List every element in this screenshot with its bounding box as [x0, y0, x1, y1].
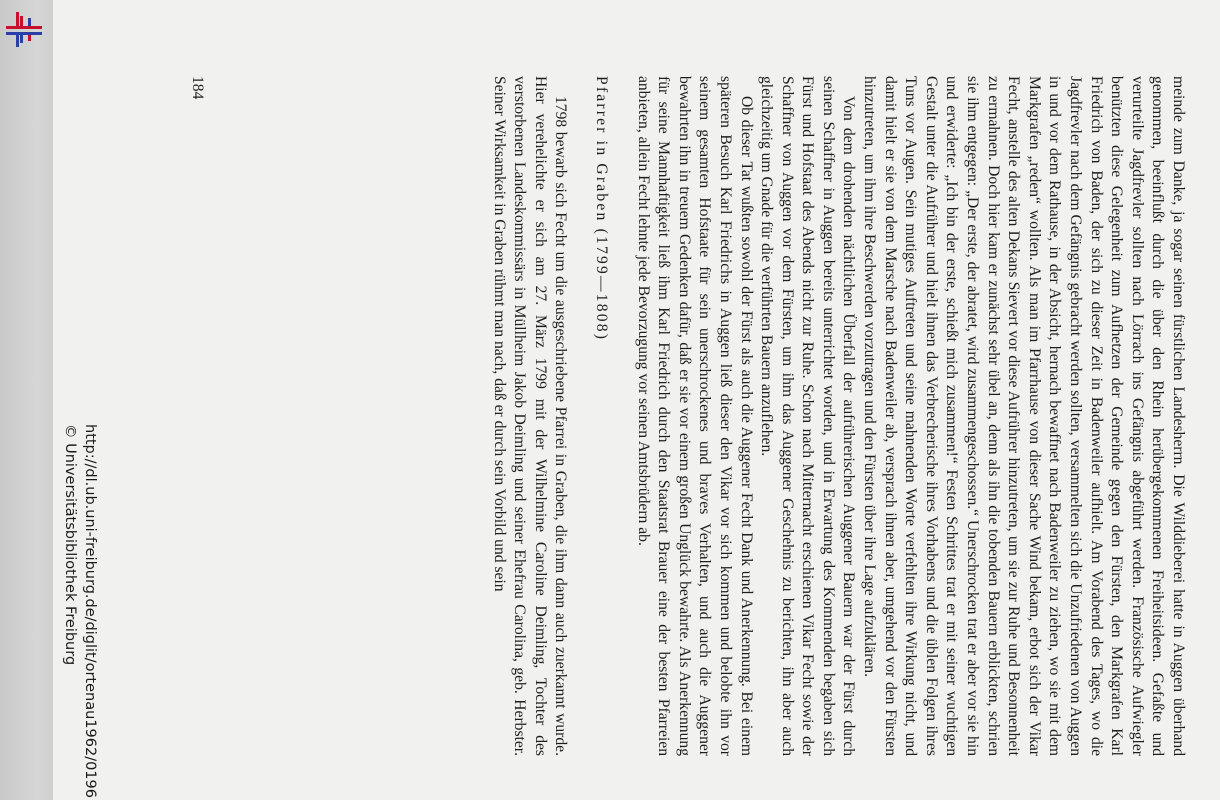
viewer-sidebar	[0, 0, 53, 800]
paragraph: Von dem drohenden nächtlichen Überfall der aufrührerischen Auggener Bauern war der Fürst durch seinen Schaffner in Auggen bereits unterrichtet worden, und in Erwartung des Kommenden begaben sich Fürst und Hofstaat des Abends nicht zur Ruhe. Schon nach Mitternacht erschienen Vikar Fecht sowie der Schaffner von Auggen vor dem Fürsten, um ihm das Auggener Geschehnis zu berichten, ihn aber auch gleichzeitig um Gnade für die verführten Bauern anzuflehen.	[758, 76, 858, 756]
paragraph: 1798 bewarb sich Fecht um die ausgeschriebene Pfarrei in Graben, die ihm dann auch zuerkannt wurde. Hier verehelichte er sich am 27. März 1799 mit der Wilhelmine Caroline Deimling, Tochter des verstorbenen Landeskommissärs in Müllheim Jakob Deimling und seiner Ehefrau Carolina, geb. Herbster. Seiner Wirksamkeit in Graben rühmt man nach, daß er durch sein Vorbild und sein	[490, 76, 570, 756]
source-url-link[interactable]: http://dl.ub.uni-freiburg.de/diglit/ortenau1962/0196	[82, 424, 98, 798]
copyright-notice: © Universitätsbibliothek Freiburg	[62, 424, 78, 666]
body-text	[488, 76, 1188, 756]
ub-freiburg-logo-icon[interactable]	[4, 8, 44, 52]
paragraph: Ob dieser Tat wußten sowohl der Fürst als auch die Auggener Fecht Dank und Anerkennung. Bei einem späteren Besuch Karl Friedrichs in Auggen ließ dieser den Vikar vor sich kommen und belobte ihn vor seinem gesamten Hofstaate für sein unerschrockenes und braves Verhalten, und auch die Auggener bewahrten ihn in treuem Gedenken dafür, daß er sie vor einem großen Unglück bewahrte. Als Anerkennung für seine Mannhaftigkeit ließ ihm Karl Friedrich durch den Staatsrat Brauer eine der besten Pfarreien anbieten, allein Fecht lehnte jede Bevorzugung vor seinen Amtsbrüdern ab.	[634, 76, 755, 756]
section-heading: Pfarrer in Graben (1799—1808)	[592, 76, 610, 342]
page-number: 184	[189, 76, 206, 100]
rotated-page-content	[53, 0, 1220, 800]
scanned-page	[53, 0, 1220, 800]
paragraph: meinde zum Danke, ja sogar seinen fürstlichen Landesherrn. Die Wilddieberei hatte in Auggen überhand genommen, beeinflußt durch die über den Rhein herübergekommenen Freiheitsideen. Gefaßte und verurteilte Jagdfrevler sollten nach Lörrach ins Gefängnis abgeführt werden. Französische Aufwiegler benützten diese Gelegenheit zum Aufhetzen der Gemeinde gegen den Fürsten, den Markgrafen Karl Friedrich von Baden, der sich zu dieser Zeit in Badenweiler aufhielt. Am Vorabend des Tages, wo die Jagdfrevler nach dem Gefängnis gebracht werden sollten, versammelten sich die Unzufriedenen von Auggen in und vor dem Rathause, in der Absicht, hernach bewaffnet nach Badenweiler zu ziehen, wo sie mit dem Markgrafen „reden“ wollten. Als man im Pfarrhause von dieser Sache Wind bekam, erbot sich der Vikar Fecht, anstelle des alten Dekans Sievert vor diese Aufrührer hinzutreten, um sie zur Ruhe und Besonnenheit zu ermahnen. Doch hier kam er zunächst sehr übel an, denn als ihn die tobenden Bauern erblickten, schrien sie ihm entgegen: „Der erste, der abratet, wird zusammengeschossen.“ Unerschrocken trat er aber vor sie hin und erwiderte: „Ich bin der erste, schießt mich zusammen!“ Festen Schrittes trat er mit seiner wuchtigen Gestalt unter die Aufrührer und hielt ihnen das Verbrecherische ihres Vorhabens und die üblen Folgen ihres Tuns vor Augen. Sein mutiges Auftreten und seine mahnenden Worte verfehlten ihre Wirkung nicht, und damit hielt er sie von dem Marsche nach Badenweiler ab, versprach ihnen aber, umgehend vor den Fürsten hinzutreten, um ihm ihre Beschwerden vorzutragen und den Fürsten über ihre Lage aufzuklären.	[861, 76, 1187, 756]
